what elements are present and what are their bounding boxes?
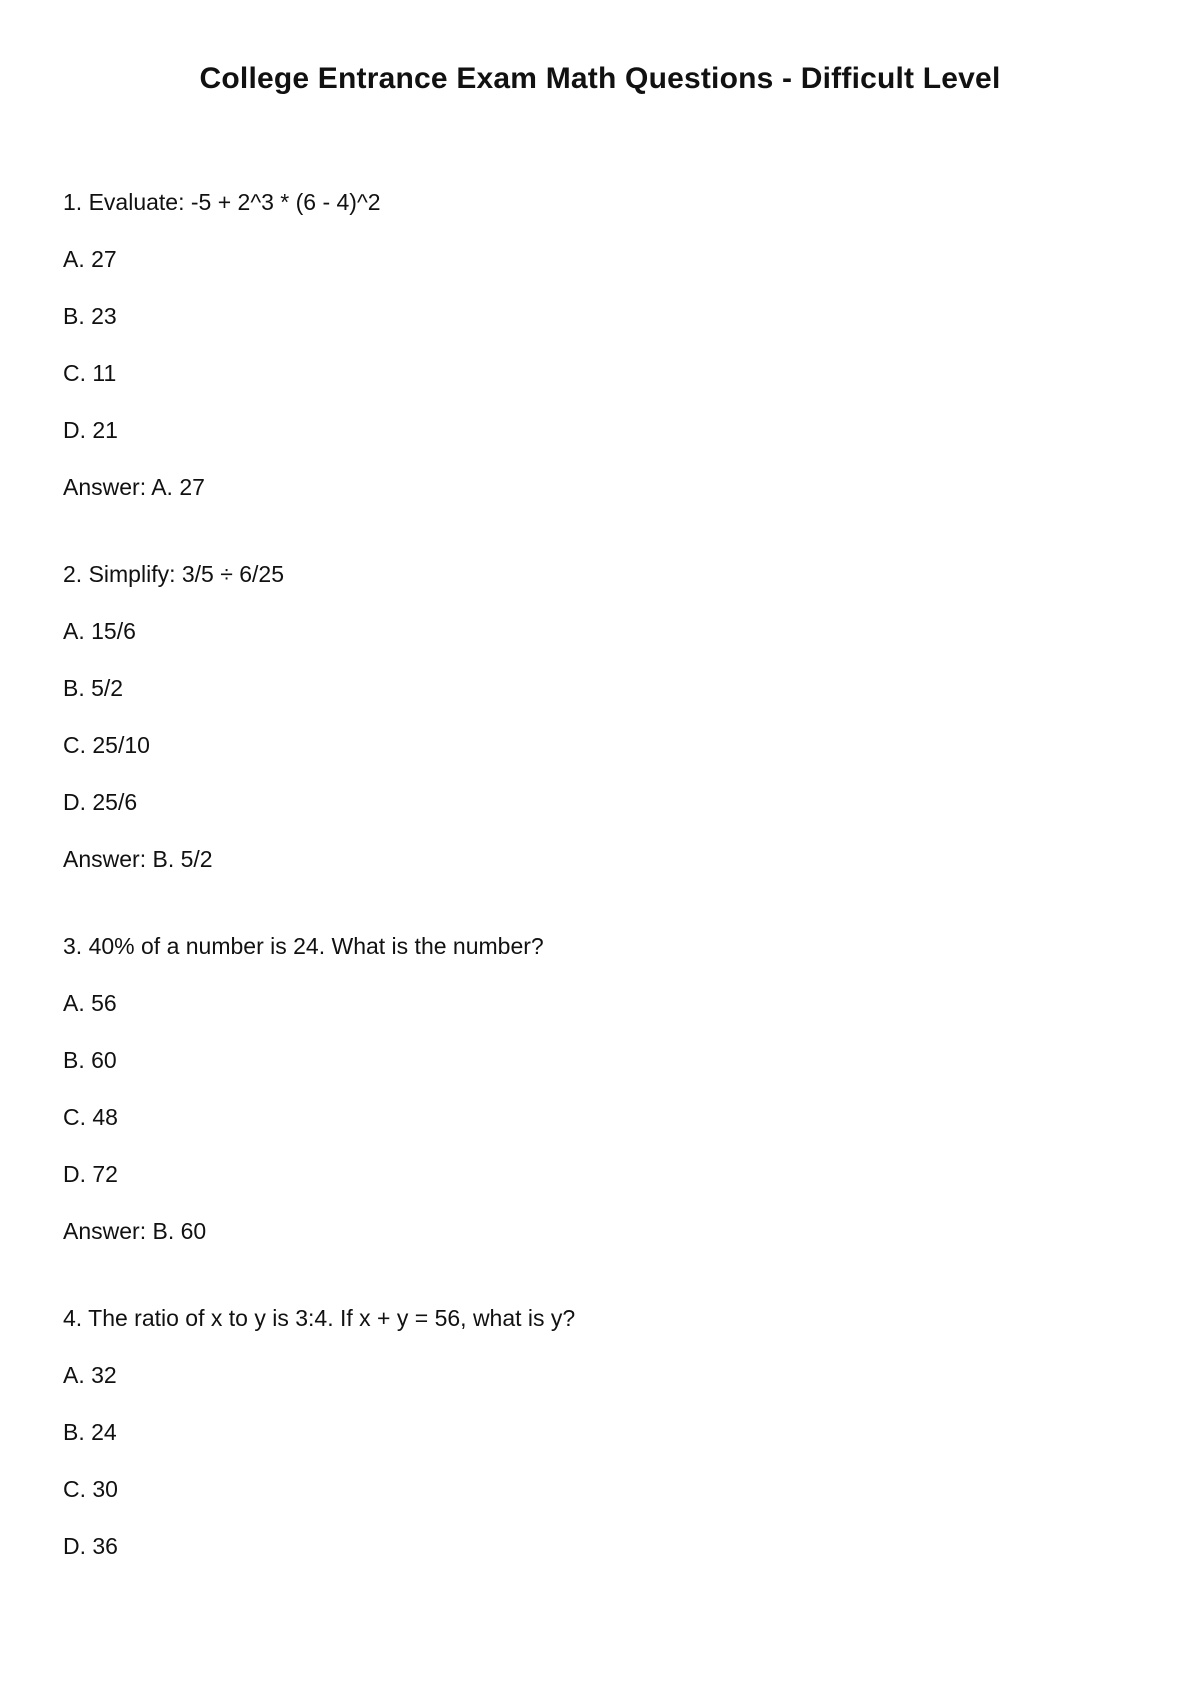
question-1-option-b: B. 23 (63, 303, 117, 329)
question-4-option-a: A. 32 (63, 1362, 117, 1388)
question-2-option-d: D. 25/6 (63, 789, 138, 815)
question-2-answer: Answer: B. 5/2 (63, 846, 213, 872)
question-1-prompt: 1. Evaluate: -5 + 2^3 * (6 - 4)^2 (63, 189, 381, 215)
question-3-option-a: A. 56 (63, 990, 117, 1016)
question-4-prompt: 4. The ratio of x to y is 3:4. If x + y = 56, what is y? (63, 1305, 576, 1331)
question-2-prompt: 2. Simplify: 3/5 ÷ 6/25 (63, 561, 285, 587)
question-4-option-b: B. 24 (63, 1419, 117, 1445)
question-3-option-b: B. 60 (63, 1047, 117, 1073)
question-1-option-a: A. 27 (63, 246, 117, 272)
question-4-option-d: D. 36 (63, 1533, 118, 1559)
question-1-option-c: C. 11 (63, 360, 117, 386)
question-4-option-c: C. 30 (63, 1476, 118, 1502)
page-title: College Entrance Exam Math Questions - Difficult Level (199, 62, 1001, 95)
question-1-option-d: D. 21 (63, 417, 118, 443)
question-3-prompt: 3. 40% of a number is 24. What is the number? (63, 933, 544, 959)
question-2-option-c: C. 25/10 (63, 732, 150, 758)
question-1-answer: Answer: A. 27 (63, 474, 205, 500)
question-3-option-c: C. 48 (63, 1104, 118, 1130)
question-3-option-d: D. 72 (63, 1161, 118, 1187)
question-2-option-b: B. 5/2 (63, 675, 124, 701)
question-3-answer: Answer: B. 60 (63, 1218, 207, 1244)
question-2-option-a: A. 15/6 (63, 618, 136, 644)
